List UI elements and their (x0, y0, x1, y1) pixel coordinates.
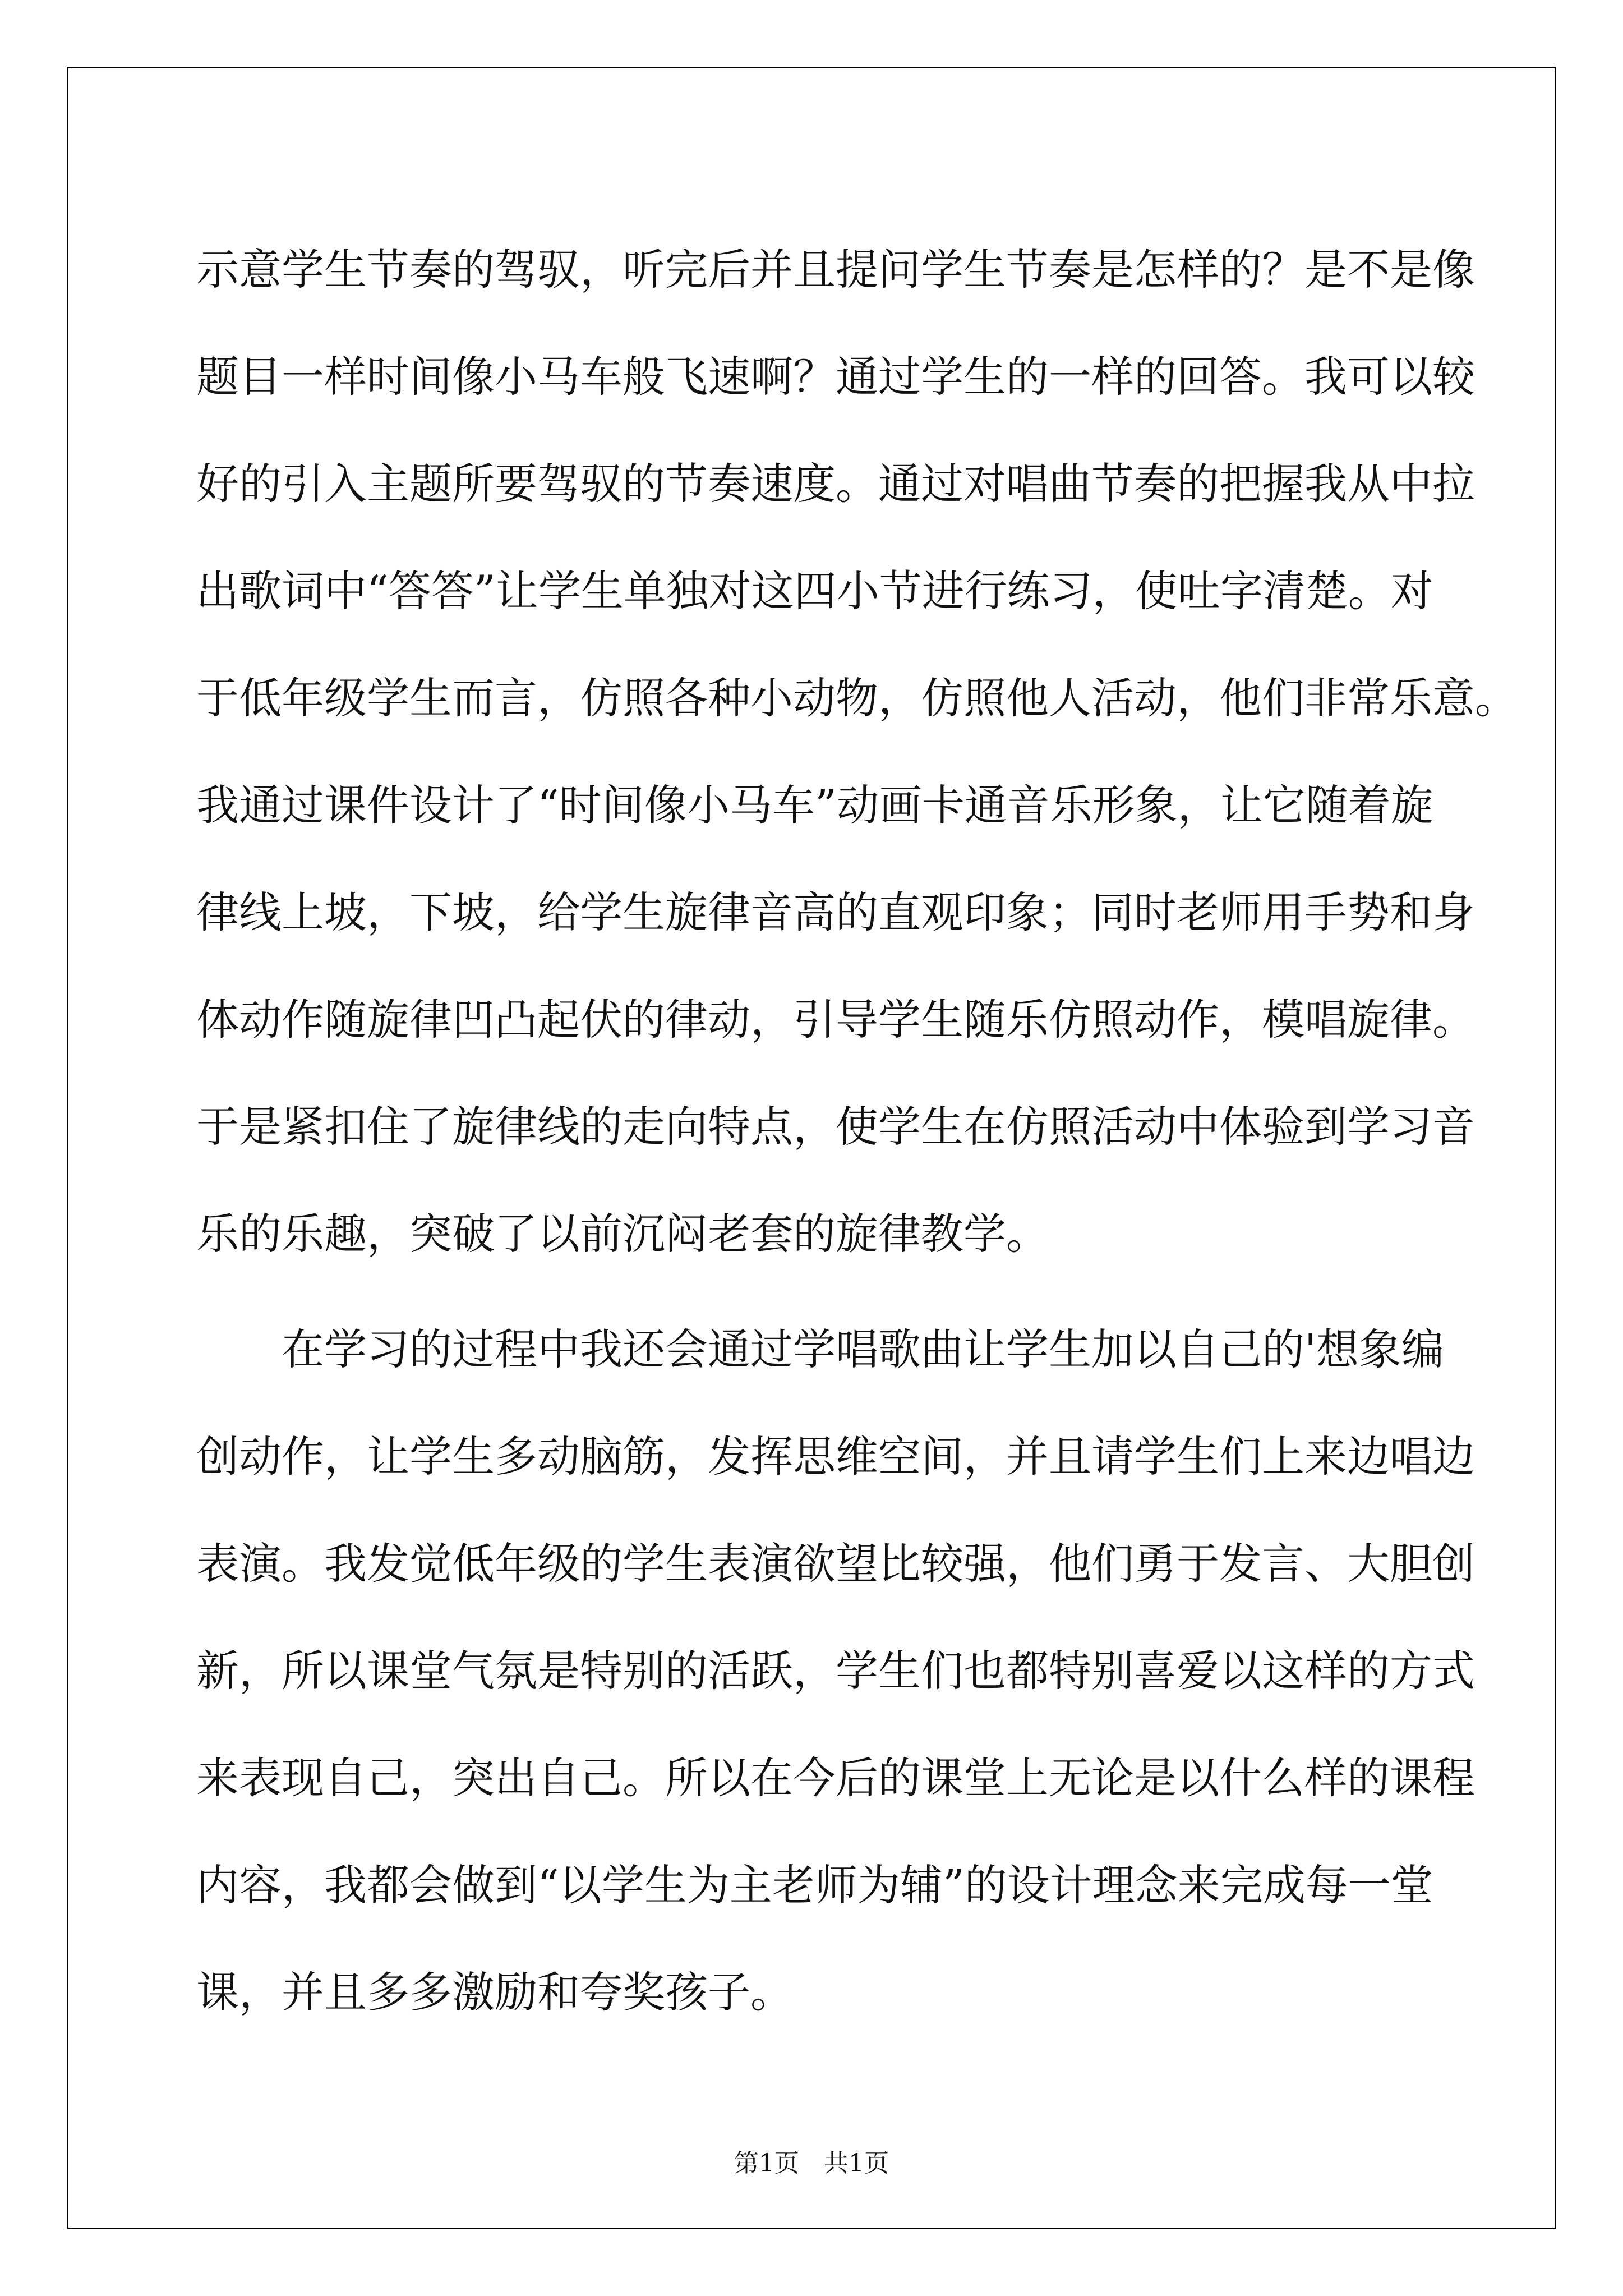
text-line: 于是紧扣住了旋律线的走向特点，使学生在仿照活动中体验到学习音 (196, 1102, 1475, 1152)
text-line: 出歌词中“答答”让学生单独对这四小节进行练习，使吐字清楚。对 (196, 566, 1433, 616)
text-line: 示意学生节奏的驾驭，听完后并且提问学生节奏是怎样的？是不是像 (196, 245, 1475, 295)
text-line: 内容，我都会做到“以学生为主老师为辅”的设计理念来完成每一堂 (196, 1860, 1433, 1910)
text-line: 在学习的过程中我还会通过学唱歌曲让学生加以自己的'想象编 (196, 1324, 1444, 1374)
paragraph-2 (196, 1296, 1475, 2046)
paragraph-1 (196, 216, 1518, 1287)
page-number-footer: 第1页 共1页 (734, 2149, 889, 2178)
text-line: 课，并且多多激励和夸奖孩子。 (196, 1967, 793, 2017)
text-line: 于低年级学生而言，仿照各种小动物，仿照他人活动，他们非常乐意。 (196, 673, 1518, 723)
text-line: 来表现自己，突出自己。所以在今后的课堂上无论是以什么样的课程 (196, 1753, 1475, 1803)
text-line: 律线上坡，下坡，给学生旋律音高的直观印象；同时老师用手势和身 (196, 887, 1475, 937)
text-line: 创动作，让学生多动脑筋，发挥思维空间，并且请学生们上来边唱边 (196, 1432, 1475, 1481)
body-text (196, 216, 1518, 2046)
text-line: 乐的乐趣，突破了以前沉闷老套的旋律教学。 (196, 1209, 1049, 1259)
text-line: 好的引入主题所要驾驭的节奏速度。通过对唱曲节奏的把握我从中拉 (196, 459, 1475, 509)
paragraph-spacer (196, 1287, 1430, 1296)
text-line: 我通过课件设计了“时间像小马车”动画卡通音乐形象，让它随着旋 (196, 780, 1433, 830)
text-line: 新，所以课堂气氛是特别的活跃，学生们也都特别喜爱以这样的方式 (196, 1646, 1475, 1696)
text-line: 体动作随旋律凹凸起伏的律动，引导学生随乐仿照动作，模唱旋律。 (196, 995, 1475, 1045)
text-line: 题目一样时间像小马车般飞速啊？通过学生的一样的回答。我可以较 (196, 352, 1475, 402)
text-line: 表演。我发觉低年级的学生表演欲望比较强，他们勇于发言、大胆创 (196, 1539, 1475, 1589)
